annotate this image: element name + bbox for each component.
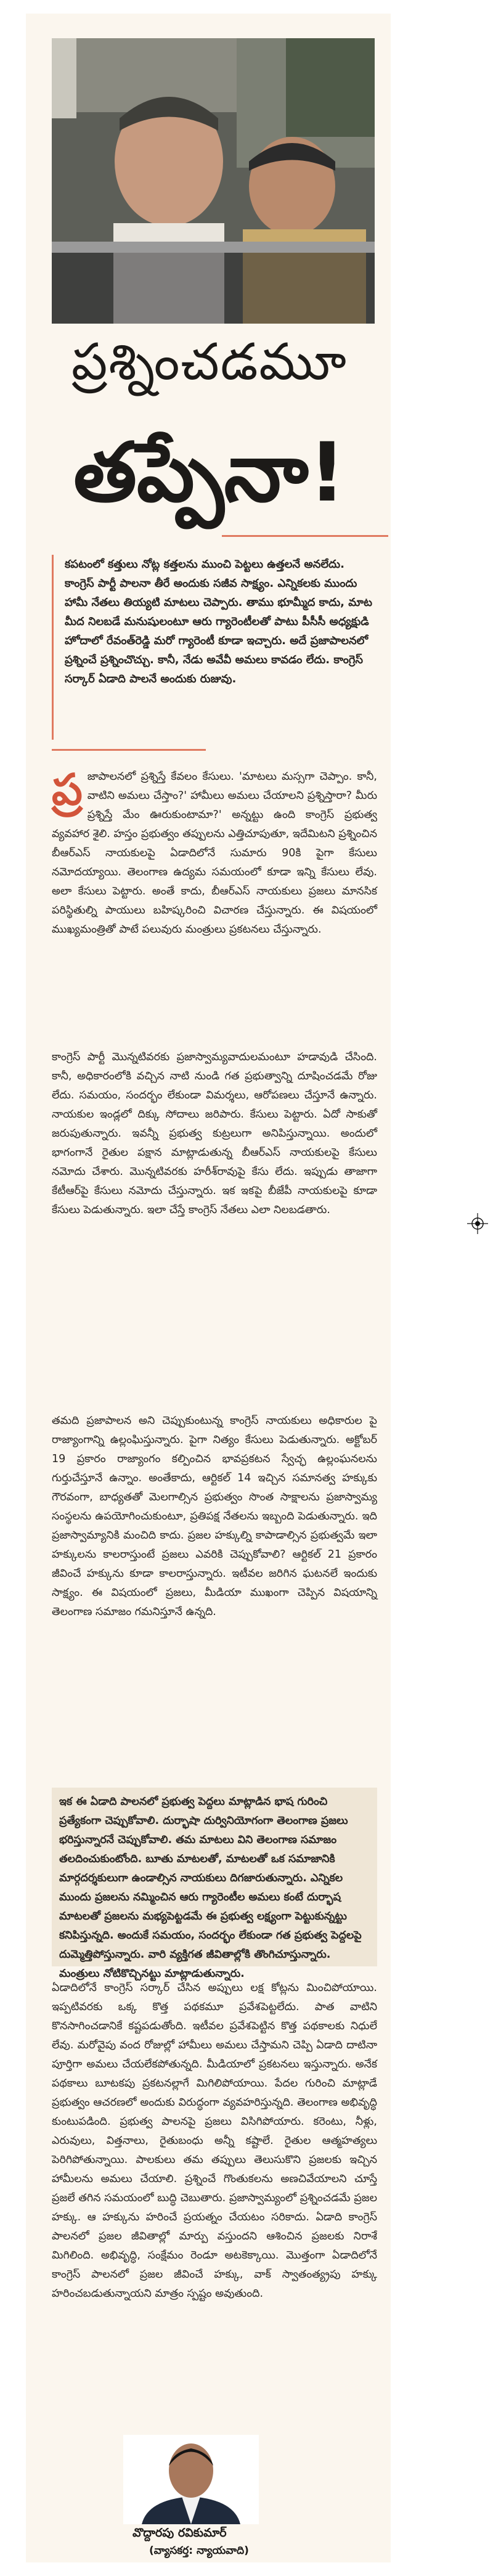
pullquote-bottom-rule: [52, 749, 206, 751]
registration-mark-icon: [467, 1213, 488, 1234]
highlight-box: [52, 1788, 377, 1980]
pullquote-text: కపటంలో కత్తులు నోట్ల కత్తలను ముంచి పెట్టలు ఉత్తలనే అనలేదు. కాంగ్రెస్ పార్టీ పాలనా తీరే అందుకు సజీవ సాక్ష్యం. ఎన్నికలకు ముందు హామీ నేతలు తియ్యటి మాటలు చెప్పారు. తాము భూమ్మీద కాదు, మాట మీద నిలబడే మనుషులంటూ ఆరు గ్యారెంటీలతో పాటు పీసీసీ అధ్యక్షుడి హోదాలో రేవంత్‌రెడ్డి మరో గ్యారెంటీ కూడా ఇచ్చారు. అదే ప్రజాపాలనలో ప్రశ్నించే ప్రశ్నించొచ్చు. కానీ, నేడు అవేవీ అమలు కావడం లేదు. కాంగ్రెస్ సర్కార్ ఏడాది పాలనే అందుకు రుజువు.: [65, 558, 372, 685]
headline-line-2: తప్పేనా!: [73, 425, 346, 520]
paragraph-final: ఏడాదిలోనే కాంగ్రెస్ సర్కార్ చేసిన అప్పులు లక్ష కోట్లను మించిపోయాయి. ఇప్పటివరకు ఒక్క కొత్త పథకమూ ప్రవేశపెట్టలేదు. పాత వాటిని కొనసాగించడానికే కష్టపడుతోంది. ఇటీవల ప్రవేశపెట్టిన కొత్త పథకాలకు నిధులే లేవు. మరోవైపు వంద రోజుల్లో హామీలు అమలు చేస్తామని చెప్పి ఏడాది దాటినా పూర్తిగా అమలు చేయలేకపోతున్నది. మీడియాలో ప్రకటనలు ఇస్తున్నారు. అనేక పథకాలు బూటకపు ప్రకటనల్లాగే మిగిలిపోయాయి. పేదల గురించి మాట్లాడే ప్రభుత్వం ఆచరణలో అందుకు విరుద్ధంగా వ్యవహరిస్తున్నది. తెలంగాణ అభివృద్ధి కుంటుపడింది. ప్రభుత్వ పాలనపై ప్రజలు విసిగిపోయారు. కరెంటు, నీళ్లు, ఎరువులు, విత్తనాలు, రైతుబంధు అన్నీ కష్టాలే. రైతుల ఆత్మహత్యలు పెరిగిపోతున్నాయి. పాలకులు తమ తప్పులు తెలుసుకొని ప్రజలకు ఇచ్చిన హామీలను అమలు చేయాలి. ప్రశ్నించే గొంతుకలను అణచివేయాలని చూస్తే ప్రజలే తగిన సమయంలో బుద్ధి చెబుతారు. ప్రజాస్వామ్యంలో ప్రశ్నించడమే ప్రజల హక్కు. ఆ హక్కును హరించే ప్రయత్నం చేయటం సరికాదు. ఏడాది కాంగ్రెస్ పాలనలో ప్రజల జీవితాల్లో మార్పు వస్తుందని ఆశించిన ప్రజలకు నిరాశే మిగిలింది. అభివృద్ధి, సంక్షేమం రెండూ అటకెక్కాయి. మొత్తంగా ఏడాదిలోనే కాంగ్రెస్ పాలనలో ప్రజల జీవించే హక్కు, వాక్ స్వాతంత్య్రపు హక్కు హరించబడుతున్నాయని మాత్రం స్పష్టం అవుతుంది.: [52, 1982, 377, 2300]
paragraph-3: తమది ప్రజాపాలన అని చెప్పుకుంటున్న కాంగ్రెస్ నాయకులు అధికారుల పై రాజ్యాంగాన్ని ఉల్లంఘిస్తున్నారు. పైగా నిత్యం కేసులు పెడుతున్నారు. అక్టోబర్ 19 ప్రకారం రాజ్యాంగం కల్పించిన భావప్రకటన స్వేచ్ఛ ఉల్లంఘనలను గుర్తుచేస్తూనే ఉన్నాం. అంతేకాదు, ఆర్టికల్ 14 ఇచ్చిన సమానత్వ హక్కుకు గౌరవంగా, బాధ్యతతో మెలగాల్సిన ప్రభుత్వం సొంత సాక్షాలను ప్రజాస్వామ్య సంస్థలను ఉపయోగించుకుంటూ, ప్రతిపక్ష నేతలను ఇబ్బంది పెడుతున్నారు. ఇది ప్రజాస్వామ్యానికి మంచిది కాదు. ప్రజల హక్కుల్ని కాపాడాల్సిన ప్రభుత్వమే ఇలా హక్కులను కాలరాస్తుంటే ప్రజలు ఎవరికి చెప్పుకోవాలి? ఆర్టికల్ 21 ప్రకారం జీవించే హక్కును కూడా కాలరాస్తున్నారు. ఇటీవల జరిగిన ఘటనలే ఇందుకు సాక్ష్యం. ఈ విషయంలో ప్రజలు, మీడియా ముఖంగా చెప్పిన విషయాన్ని తెలంగాణ సమాజం గమనిస్తూనే ఉన్నది.: [52, 1415, 377, 1618]
paragraph-1: [52, 764, 377, 939]
author-role: (వ్యాసకర్త: న్యాయవాది): [149, 2545, 249, 2557]
paragraph-1-text: జాపాలనలో ప్రశ్నిస్తే కేవలం కేసులు. 'మాటలు మస్సగా చెప్పాం. కానీ, వాటిని అమలు చేస్తాం?' హామీలు అమలు చేయాలని ప్రశ్నిస్తారా? మీరు ప్రశ్నిస్తే మేం ఊరుకుంటామా?' అన్నట్టు ఉంది కాంగ్రెస్ ప్రభుత్వ వ్యవహార శైలి. హస్తం ప్రభుత్వం తప్పులను ఎత్తిచూపుతూ, ఇదేమిటని ప్రశ్నించిన బీఆర్‌ఎస్ నాయకులపై ఏడాదిలోనే సుమారు 90కి పైగా కేసులు నమోదయ్యాయి. తెలంగాణ ఉద్యమ సమయంలో కూడా ఇన్ని కేసులు లేవు. అలా కేసులు పెట్టారు. అంతే కాదు, బీఆర్‌ఎస్ నాయకులు ప్రజలు మానసిక పరిస్థితుల్ని పాయులు బహిష్కరించి విచారణ చేస్తున్నారు. ఈ విషయంలో ముఖ్యమంత్రితో పాటే పలువురు మంత్రులు ప్రకటనలు చేస్తున్నారు.: [52, 771, 377, 936]
author-name: వొద్దారపు రవికుమార్: [132, 2526, 227, 2540]
news-photo: [52, 38, 375, 324]
paragraph-2: కాంగ్రెస్ పార్టీ మొన్నటివరకు ప్రజాస్వామ్యవాదులమంటూ హడావుడి చేసింది. కానీ, అధికారంలోకి వచ్చిన నాటి నుండి గత ప్రభుత్వాన్ని దూషించడమే రోజు లేదు. సమయం, సందర్భం లేకుండా విమర్శలు, ఆరోపణలు చేస్తూనే ఉన్నారు. నాయకుల ఇండ్లలో దిక్కు సోదాలు జరిపారు. కేసులు పెట్టారు. ఏదో సాకుతో జరుపుతున్నారు. ఇవన్నీ ప్రభుత్వ కుట్రలుగా అనిపిస్తున్నాయి. అందులో భాగంగానే రైతుల పక్షాన మాట్లాడుతున్న బీఆర్‌ఎస్ నాయకులపై కేసులు నమోదు చేశారు. మొన్నటివరకు హరీశ్‌రావుపై కేసు లేదు. ఇప్పుడు తాజాగా కేటీఆర్‌పై కేసులు నమోదు చేస్తున్నారు. ఇక ఇకపై బీజేపీ నాయకులపై కూడా కేసులు పెడుతున్నారు. ఇలా చేస్తే కాంగ్రెస్ నేతలు ఎలా నిలబడతారు.: [52, 1051, 377, 1216]
pullquote: [52, 555, 377, 740]
headline-line-1: ప్రశ్నించడమూ: [71, 333, 348, 391]
highlight-text: ఇక ఈ ఏడాది పాలనలో ప్రభుత్వ పెద్దలు మాట్లాడిన భాష గురించి ప్రత్యేకంగా చెప్పుకోవాలి. దుర్భాషా దుర్వినియోగంగా తెలంగాణ ప్రజలు భరిస్తున్నారనే చెప్పుకోవాలి. తమ మాటలు విని తెలంగాణ సమాజం తలదించుకుంటోంది. బూతు మాటలతో, మాటలతో ఒక సమాజానికి మార్గదర్శకులుగా ఉండాల్సిన నాయకులు దిగజారుతున్నారు. ఎన్నికల ముందు ప్రజలను నమ్మించిన ఆరు గ్యారెంటీల అమలు కంటే దుర్భాష మాటలతో ప్రజలను మభ్యపెట్టడమే ఈ ప్రభుత్వ లక్ష్యంగా పెట్టుకున్నట్టు కనిపిస్తున్నది. అందుకే సమయం, సందర్భం లేకుండా గత ప్రభుత్వ పెద్దలపై దుమ్మెత్తిపోస్తున్నారు. వారి వ్యక్తిగత జీవితాల్లోకి తొంగిచూస్తున్నారు. మంత్రులు నోటికొచ్చినట్టు మాట్లాడుతున్నారు.: [59, 1796, 362, 1980]
drop-cap: ప్ర: [52, 764, 83, 815]
pullquote-top-rule: [222, 535, 388, 537]
author-photo: [123, 2435, 259, 2524]
